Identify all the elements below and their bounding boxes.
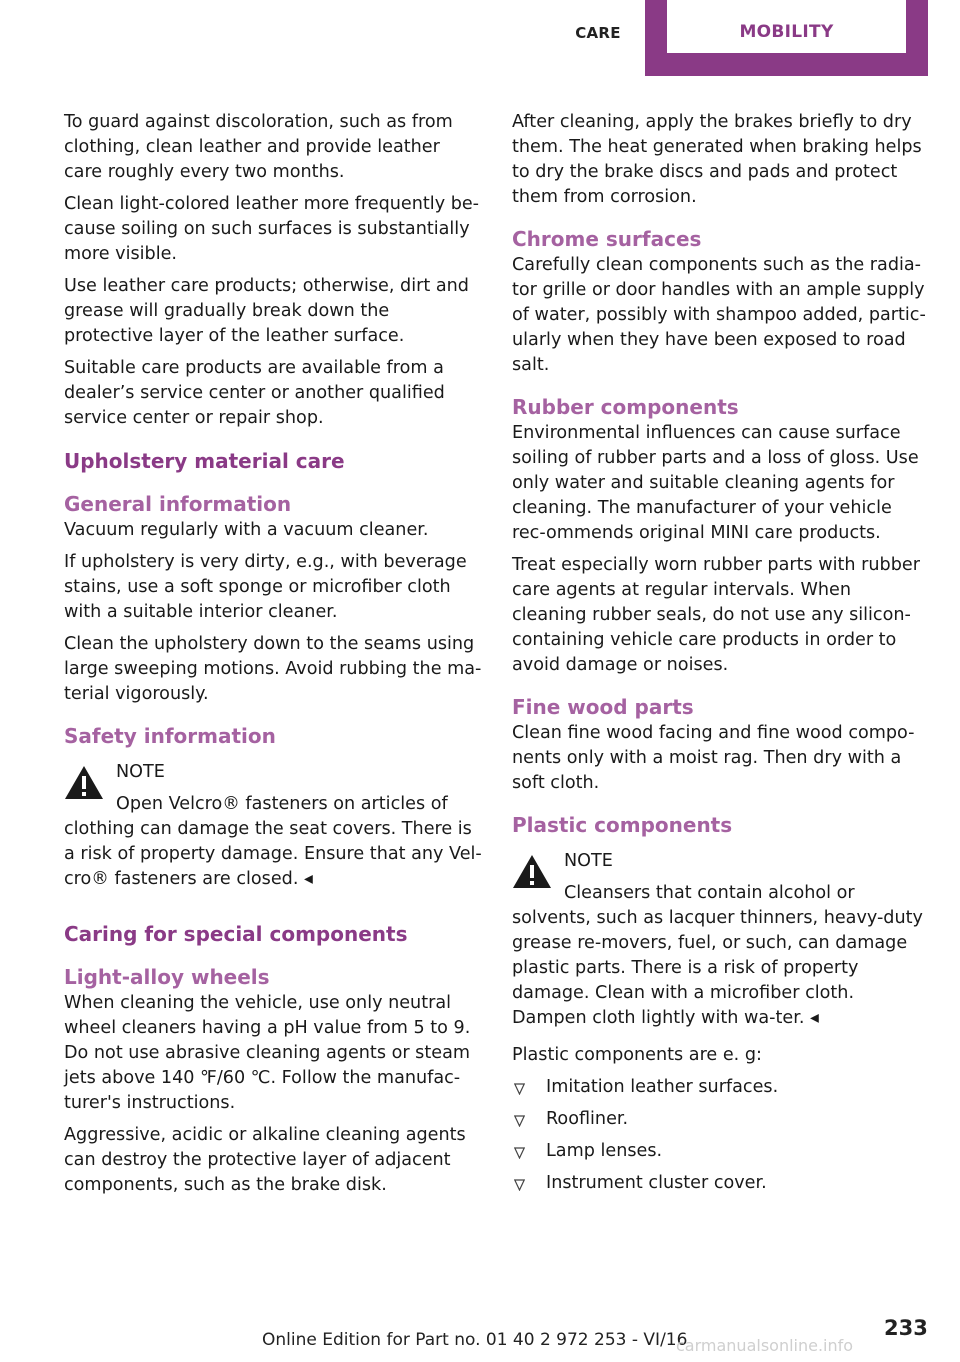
list-item-text: Imitation leather surfaces.: [546, 1077, 779, 1097]
warning-triangle-icon: [64, 764, 104, 800]
list-item: [512, 1139, 930, 1164]
list-item: [512, 1075, 930, 1100]
paragraph: Clean light-colored leather more frequently be-cause soiling on such surfaces is substantially more visible.: [64, 194, 480, 264]
paragraph: If upholstery is very dirty, e.g., with beverage stains, use a soft sponge or microfiber cloth with a suitable interior cleaner.: [64, 552, 467, 622]
paragraph: Suitable care products are available from a dealer’s service center or another qualified service center or repair shop.: [64, 358, 445, 428]
footer-edition: Online Edition for Part no. 01 40 2 972 253 - VI/16: [262, 1330, 688, 1350]
note-block: [64, 760, 482, 892]
header-chapter-tab: [645, 0, 928, 76]
paragraph: Clean fine wood facing and fine wood compo-nents only with a moist rag. Then dry with a soft cloth.: [512, 723, 915, 793]
bullet-triangle-icon: [514, 1115, 525, 1127]
paragraph: To guard against discoloration, such as from clothing, clean leather and provide leather care roughly every two months.: [64, 112, 453, 182]
list-item-text: Lamp lenses.: [546, 1141, 663, 1161]
note-label: NOTE: [116, 762, 165, 782]
list-item: [512, 1171, 930, 1196]
list-item-text: Instrument cluster cover.: [546, 1173, 767, 1193]
plastic-components-list: [512, 1075, 930, 1196]
paragraph: Carefully clean components such as the radia-tor grille or door handles with an ample supply of water, possibly with shampoo added, partic-ularly when they have been exposed to road salt.: [512, 255, 926, 375]
note-label: NOTE: [564, 851, 613, 871]
bullet-triangle-icon: [514, 1179, 525, 1191]
bullet-triangle-icon: [514, 1147, 525, 1159]
subheading-rubber-components: Rubber components: [512, 395, 739, 419]
section-heading-upholstery: Upholstery material care: [64, 449, 345, 473]
right-column: [512, 110, 930, 1203]
paragraph: Plastic components are e. g:: [512, 1045, 762, 1065]
page-number: 233: [884, 1316, 928, 1340]
list-item-text: Roofliner.: [546, 1109, 629, 1129]
paragraph: Aggressive, acidic or alkaline cleaning agents can destroy the protective layer of adjacent components, such as the brake disk.: [64, 1125, 466, 1195]
list-item: [512, 1107, 930, 1132]
paragraph: Treat especially worn rubber parts with rubber care agents at regular intervals. When cleaning rubber seals, do not use any silicon-containing vehicle care products in order to avoid damage or noises.: [512, 555, 920, 675]
paragraph: After cleaning, apply the brakes briefly to dry them. The heat generated when braking helps to dry the brake discs and pads and protect them from corrosion.: [512, 112, 922, 207]
left-column: [64, 110, 482, 1205]
paragraph: When cleaning the vehicle, use only neutral wheel cleaners having a pH value from 5 to 9. Do not use abrasive cleaning agents or steam jets above 140 ℉/60 ℃. Follow the manufac-turer's instructions.: [64, 993, 471, 1113]
subheading-plastic-components: Plastic components: [512, 813, 733, 837]
section-heading-special-components: Caring for special components: [64, 922, 408, 946]
subheading-safety-information: Safety information: [64, 724, 276, 748]
bullet-triangle-icon: [514, 1083, 525, 1095]
paragraph: Use leather care products; otherwise, dirt and grease will gradually break down the protective layer of the leather surface.: [64, 276, 469, 346]
note-text: Open Velcro® fasteners on articles of clothing can damage the seat covers. There is a risk of property damage. Ensure that any Vel-cro® fasteners are closed. ◂: [64, 794, 482, 889]
paragraph: Vacuum regularly with a vacuum cleaner.: [64, 520, 429, 540]
paragraph: Clean the upholstery down to the seams using large sweeping motions. Avoid rubbing the ma-terial vigorously.: [64, 634, 482, 704]
warning-triangle-icon: [512, 853, 552, 889]
header-chapter-label: MOBILITY: [667, 0, 906, 53]
header-section-label: CARE: [575, 24, 621, 42]
subheading-fine-wood-parts: Fine wood parts: [512, 695, 694, 719]
subheading-chrome-surfaces: Chrome surfaces: [512, 227, 702, 251]
note-text: Cleansers that contain alcohol or solvents, such as lacquer thinners, heavy-duty grease re-movers, fuel, or such, can damage plastic parts. There is a risk of property damage. Clean with a microfiber cloth. Dampen cloth lightly with wa-ter. ◂: [512, 883, 923, 1028]
paragraph: Environmental influences can cause surface soiling of rubber parts and a loss of gloss. Use only water and suitable cleaning agents for cleaning. The manufacturer of your vehicle rec-ommends original MINI care products.: [512, 423, 919, 543]
note-block: [512, 849, 930, 1031]
subheading-light-alloy-wheels: Light-alloy wheels: [64, 965, 270, 989]
subheading-general-information: General information: [64, 492, 292, 516]
watermark: carmanualsonline.info: [676, 1336, 854, 1355]
